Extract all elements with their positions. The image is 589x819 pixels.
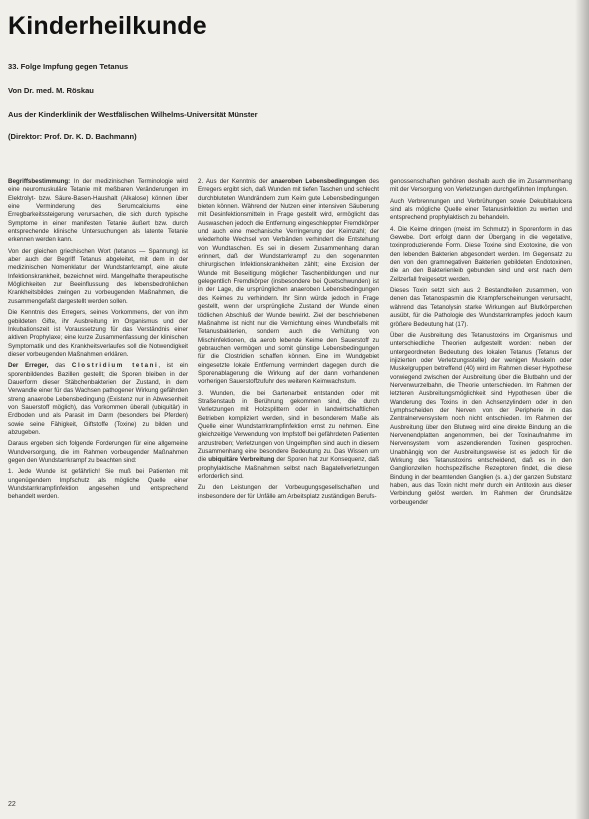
- paragraph: [198, 178, 379, 387]
- paragraph: Von der gleichen griechischen Wort (tetanos — Spannung) ist aber auch der Begriff Tetanus abgeleitet, mit dem in der medizinischen Nomenklatur der Wundstarrkrampf, eine akute Infektionskrankheit, bezeichnet wird. Mangelhafte therapeutische Möglichkeiten zur Beeinflussung des lebensbedrohlichen Krankheitsbildes zwingen zu vorbeugenden Maßnahmen, die zusammengefaßt dargestellt werden sollen.: [8, 247, 188, 305]
- paragraph: [198, 390, 379, 482]
- paragraph: 1. Jede Wunde ist gefährlich! Sie muß bei Patienten mit ungenügendem Impfschutz als mögliche Quelle einer Wundstarrkrampfinfektion angesehen und entsprechend behandelt werden.: [8, 468, 188, 501]
- paragraph-text: der Sporen hat zur Konsequenz, daß prophylaktische Maßnahmen selbst nach Bagatellverletzungen erforderlich sind.: [198, 456, 379, 481]
- page-title: Kinderheilkunde: [8, 12, 207, 40]
- paragraph: Über die Ausbreitung des Tetanustoxins im Organismus und unterschiedliche Theorien aufgestellt worden: neben der untergeordneten Bedeutung des lokalen Tetanus (Tetanus der injizierten oder Verletzungsstelle) der wenigen Muskeln oder Muskelgruppen betreffend (40) wird im Rahmen dieser Hypothese vorwiegend zwischen der Ausbreitung über die Blutbahn und der Nervenwurzelbahn, die Theorie unterschieden. Im Rahmen der letzteren Ausbreitungsmöglichkeit sind Hypothesen über die Wanderung des Toxins in den Achsenzylindern oder in den Lymphscheiden der Nerven von der Peripherie in das Zentralnervensystem noch nicht entschieden. Im Rahmen der Ausbreitung über den Blutweg wird eine direkte Bindung an die Nervenendplatten angenommen, bei der Toxinaufnahme im Nervensystem vom aszendierenden Toxinen gesprochen. Unabhängig von der Ausbreitungsweise ist es jedoch für die Wirkung des Tetanustoxins entscheidend, daß es in den Ganglionzellen hochspezifische Rezeptoren findet, die diese Bindung in der beamtenden Ganglien (s. a.) der ganzen Substanz haben, aus das Toxin nicht mehr durch ein Antitoxin aus dieser Verbindung gelöst werden. Im Rahmen der Grundsätze vorbeugender: [390, 331, 572, 506]
- paragraph: [8, 362, 188, 437]
- series-line: 33. Folge Impfung gegen Tetanus: [8, 62, 129, 71]
- emphasis: anaeroben Lebensbedingungen: [271, 178, 366, 185]
- author-line: Von Dr. med. M. Röskau: [8, 86, 94, 95]
- paragraph: Auch Verbrennungen und Verbrühungen sowie Dekubitalulcera sind als mögliche Quelle einer Tetanusinfektion zu werten und entsprechend prophylaktisch zu behandeln.: [390, 197, 572, 222]
- text-column-2: [198, 178, 379, 778]
- paragraph-text: 3. Wunden, die bei Gartenarbeit entstanden oder mit Straßenstaub in Berührung gekommen sind, die durch Verletzungen mit Holzsplittern oder in landwirtschaftlichen Betrieben kompliziert werden, sind in besonderem Maße als Quelle einer Wundstarrkrampfinfektion ernst zu nehmen. Eine gleichzeitige Verwendung von Impfstoff bei gefährdeten Patienten anzustreben; Verletzungen von Ungeimpften sind auch in diesem Zusammenhang eine besondere Bedeutung zu. Das Wissen um die: [198, 389, 379, 464]
- paragraph: Daraus ergeben sich folgende Forderungen für eine allgemeine Wundversorgung, die im Rahmen vorbeugender Maßnahmen gegen den Wundstarrkrampf zu beachten sind:: [8, 440, 188, 464]
- paragraph: Die Kenntnis des Erregers, seines Vorkommens, der von ihm gebildeten Gifte, ihr Ausbreitung im Organismus und der Inkubationszeit ist Voraussetzung für das Verständnis einer aktiven Prophylaxe; eine kurze Zusammenfassung der klinischen Symptomatik und des Krankheitsverlaufes soll die Notwendigkeit dieser vorbeugenden Maßnahmen erklären.: [8, 309, 188, 358]
- page-edge-shadow: [575, 0, 589, 819]
- director-line: (Direktor: Prof. Dr. K. D. Bachmann): [8, 132, 137, 141]
- institution-line: Aus der Kinderklinik der Westfälischen Wilhelms-Universität Münster: [8, 110, 258, 119]
- paragraph: [8, 178, 188, 245]
- paragraph: Dieses Toxin setzt sich aus 2 Bestandteilen zusammen, von denen das Tetanospasmin die Krampferscheinungen verursacht, während das Tetanolysin starke Wirkungen auf Blutkörperchen ausübt, für die Pathologie des Wundstarrkrampfes jedoch kaum größere Bedeutung hat (17).: [390, 287, 572, 328]
- paragraph: genossenschaften gehören deshalb auch die im Zusammenhang mit der Versorgung von Verletzungen durchgeführten Impfungen.: [390, 178, 572, 194]
- text-column-1: [8, 178, 188, 813]
- paragraph-text: In der medizinischen Terminologie wird eine neuromuskuläre Tetanie mit meßbaren Veränderungen im Elektrolyt- bzw. Säure-Basen-Haushalt (Alkalose) können über eine Verminderung des Serumcalciums eine Erregbarkeitssteigerung verursachen, die sich durch typische Symptome in einer manifesten Tetanie äußert bzw. durch entsprechende klinische Untersuchungen als latente Tetanie erkennen werden kann.: [8, 178, 188, 244]
- paragraph-text: des Erregers ergibt sich, daß Wunden mit tiefen Taschen und schlecht durchbluteten Wundrändern zum Keim gute Lebensbedingungen bieten können. Während der Nutzen einer intensiven Säuberung mit Desinfektionsmitteln in Frage gestellt wird, ermöglicht das Auswaschen jedoch die Entfernung eingeschleppter Fremdkörper und auch eine mechanische Verringerung der Keimzahl; der wiederholte Wechsel von Verbänden verhindert die Entstehung von Wundtaschen. Es sei in diesem Zusammenhang daran erinnert, daß der Wundstarrkrampf zu den sogenannten chirurgischen Infektionskrankheiten zählt; eine Excision der Wunde mit Beseitigung möglicher Taschenbildungen und nur gelegentlich Fremdkörper (insbesondere bei Quetschwunden) ist in der Lage, die ursprünglichen anaeroben Lebensbedingungen des Keimes zu verhindern. Ihr Sinn würde jedoch in Frage gestellt, wenn der ursprüngliche Zustand der Wunde einen tödlichen Abschluß der Wunde bewirkt. Ziel der beschriebenen Maßnahme ist nicht nur die Vernichtung eines Wundbefalls mit Tetanusbakterien, sondern auch die Verhütung von Mischinfektionen, da aerob lebende Keime den Sauerstoff zu gebrauchen vermögen und somit günstige Lebensbedingungen für die Clostridien schaffen können. Eine im Wundgebiet eingesetzte lokale Entfernung vermindert dagegen durch die Sporenablagerung die Wirkung auf der dann vorhandenen vorherigen Sauerstoffzufuhr des weiteren Keimwachstum.: [198, 178, 379, 386]
- text-column-3: [390, 178, 572, 818]
- paragraph-text: , ist ein sporenbildendes Bazillen gestellt; die Sporen bleiben in der Dauerform dieser Stäbchenbakterien der Zustand, in dem Verwandle einer für das Wachsen pathogener Wirkung gefährden streng anaerobe Lebensbedingung (Existenz nur in Abwesenheit von Sauerstoff möglich), das Vorkommen überall (ubiquitär) in Erdboden und als Parasit im Darm (besonders bei Pferden) sowie seine Fähigkeit, Giftstoffe (Toxine) zu bilden und abzugeben.: [8, 362, 188, 436]
- pathogen-lead: Der Erreger,: [8, 362, 49, 370]
- paragraph: Zu den Leistungen der Vorbeugungsgesellschaften und insbesondere der für Unfälle am Arbeitsplatz zuständigen Berufs-: [198, 484, 379, 500]
- emphasis: ubiquitäre Verbreitung: [208, 456, 275, 464]
- paragraph-text: 2. Aus der Kenntnis der: [198, 178, 271, 185]
- pathogen-name: Clostridium tetani: [71, 362, 159, 370]
- definition-lead: Begriffsbestimmung:: [8, 178, 71, 185]
- page-number: 22: [8, 801, 16, 808]
- paragraph: 4. Die Keime dringen (meist im Schmutz) in Sporenform in das Gewebe. Dort erfolgt dann der Übergang in die vegetative, toxinproduzierende Form. Diese Toxine sind Exotoxine, die von den lebenden Bakterien abgesondert werden. Im Gegensatz zu den von den gramnegativen Bakterien gebildeten Endotoxinen, die an den Bakterienleib gebunden sind und erst nach dem Zellzerfall freigesetzt werden.: [390, 225, 572, 283]
- paragraph-text: das: [48, 362, 72, 370]
